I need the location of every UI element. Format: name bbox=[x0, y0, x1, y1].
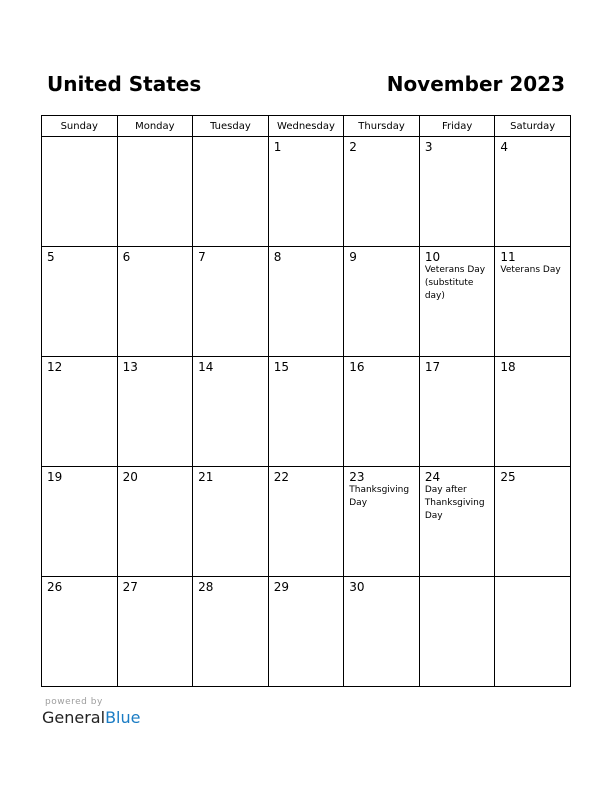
day-number: 19 bbox=[47, 470, 63, 484]
day-number: 4 bbox=[500, 140, 509, 154]
day-number: 9 bbox=[349, 250, 357, 264]
day-cell bbox=[495, 357, 571, 467]
day-number: 12 bbox=[47, 360, 63, 374]
day-cell bbox=[268, 467, 344, 577]
day-number: 15 bbox=[273, 360, 289, 374]
day-cell bbox=[419, 577, 495, 687]
week-row bbox=[42, 467, 571, 577]
day-number: 11 bbox=[500, 250, 516, 264]
holiday-label: Day after Thanksgiving Day bbox=[424, 485, 485, 521]
day-number: 24 bbox=[424, 470, 441, 484]
day-number: 7 bbox=[198, 250, 206, 264]
day-number: 13 bbox=[122, 360, 138, 374]
day-cell bbox=[495, 247, 571, 357]
weekday-header: Monday bbox=[117, 116, 193, 137]
brand-logo[interactable] bbox=[42, 708, 140, 728]
day-cell bbox=[344, 137, 420, 247]
weekday-header: Friday bbox=[419, 116, 495, 137]
day-cell bbox=[268, 357, 344, 467]
day-number: 30 bbox=[349, 580, 365, 594]
week-row bbox=[42, 357, 571, 467]
day-cell bbox=[117, 467, 193, 577]
day-number: 21 bbox=[198, 470, 214, 484]
day-cell bbox=[117, 577, 193, 687]
day-cell bbox=[268, 577, 344, 687]
day-number: 5 bbox=[47, 250, 55, 264]
day-cell bbox=[495, 137, 571, 247]
day-number: 29 bbox=[273, 580, 289, 594]
day-cell bbox=[117, 247, 193, 357]
day-number: 8 bbox=[273, 250, 282, 264]
weekday-header: Tuesday bbox=[193, 116, 269, 137]
day-cell bbox=[42, 467, 118, 577]
weekday-header: Wednesday bbox=[268, 116, 344, 137]
weekday-header: Thursday bbox=[344, 116, 420, 137]
day-cell bbox=[42, 577, 118, 687]
day-cell bbox=[193, 247, 269, 357]
day-cell bbox=[42, 247, 118, 357]
day-cell bbox=[344, 467, 420, 577]
day-cell bbox=[344, 357, 420, 467]
day-number: 3 bbox=[424, 140, 433, 154]
day-cell bbox=[268, 137, 344, 247]
holiday-label: Veterans Day (substitute day) bbox=[424, 265, 486, 301]
day-number: 27 bbox=[122, 580, 138, 594]
day-number: 6 bbox=[122, 250, 131, 264]
day-cell bbox=[419, 357, 495, 467]
day-cell bbox=[117, 137, 193, 247]
day-cell bbox=[193, 467, 269, 577]
day-cell bbox=[419, 247, 495, 357]
holiday-label: Veterans Day bbox=[500, 265, 561, 275]
week-row bbox=[42, 137, 571, 247]
brand-name-part1: General bbox=[42, 708, 106, 727]
weekday-header: Saturday bbox=[495, 116, 571, 137]
day-number: 10 bbox=[424, 250, 441, 264]
day-number: 17 bbox=[424, 360, 441, 374]
day-number: 28 bbox=[198, 580, 214, 594]
day-cell bbox=[344, 247, 420, 357]
day-cell bbox=[117, 357, 193, 467]
brand-name-part2: Blue bbox=[105, 708, 141, 727]
day-cell bbox=[344, 577, 420, 687]
day-cell bbox=[495, 577, 571, 687]
day-number: 23 bbox=[349, 470, 365, 484]
weekday-header: Sunday bbox=[42, 116, 118, 137]
day-cell bbox=[419, 467, 495, 577]
weekday-header-row bbox=[42, 116, 571, 137]
powered-by-text: powered by bbox=[45, 697, 103, 707]
day-cell bbox=[42, 137, 118, 247]
day-number: 26 bbox=[47, 580, 63, 594]
country-title: United States bbox=[47, 72, 202, 96]
day-cell bbox=[419, 137, 495, 247]
day-cell bbox=[193, 137, 269, 247]
week-row bbox=[42, 247, 571, 357]
day-cell bbox=[268, 247, 344, 357]
day-cell bbox=[495, 467, 571, 577]
day-number: 14 bbox=[198, 360, 214, 374]
calendar-grid bbox=[41, 115, 571, 687]
week-row bbox=[42, 577, 571, 687]
month-year-title: November 2023 bbox=[386, 72, 565, 96]
holiday-label: Thanksgiving Day bbox=[349, 485, 410, 508]
day-cell bbox=[193, 357, 269, 467]
day-cell bbox=[193, 577, 269, 687]
day-number: 25 bbox=[500, 470, 516, 484]
day-number: 1 bbox=[273, 140, 282, 154]
day-number: 16 bbox=[349, 360, 365, 374]
day-number: 22 bbox=[273, 470, 289, 484]
day-number: 18 bbox=[500, 360, 516, 374]
day-number: 20 bbox=[122, 470, 138, 484]
day-cell bbox=[42, 357, 118, 467]
day-number: 2 bbox=[349, 140, 357, 154]
